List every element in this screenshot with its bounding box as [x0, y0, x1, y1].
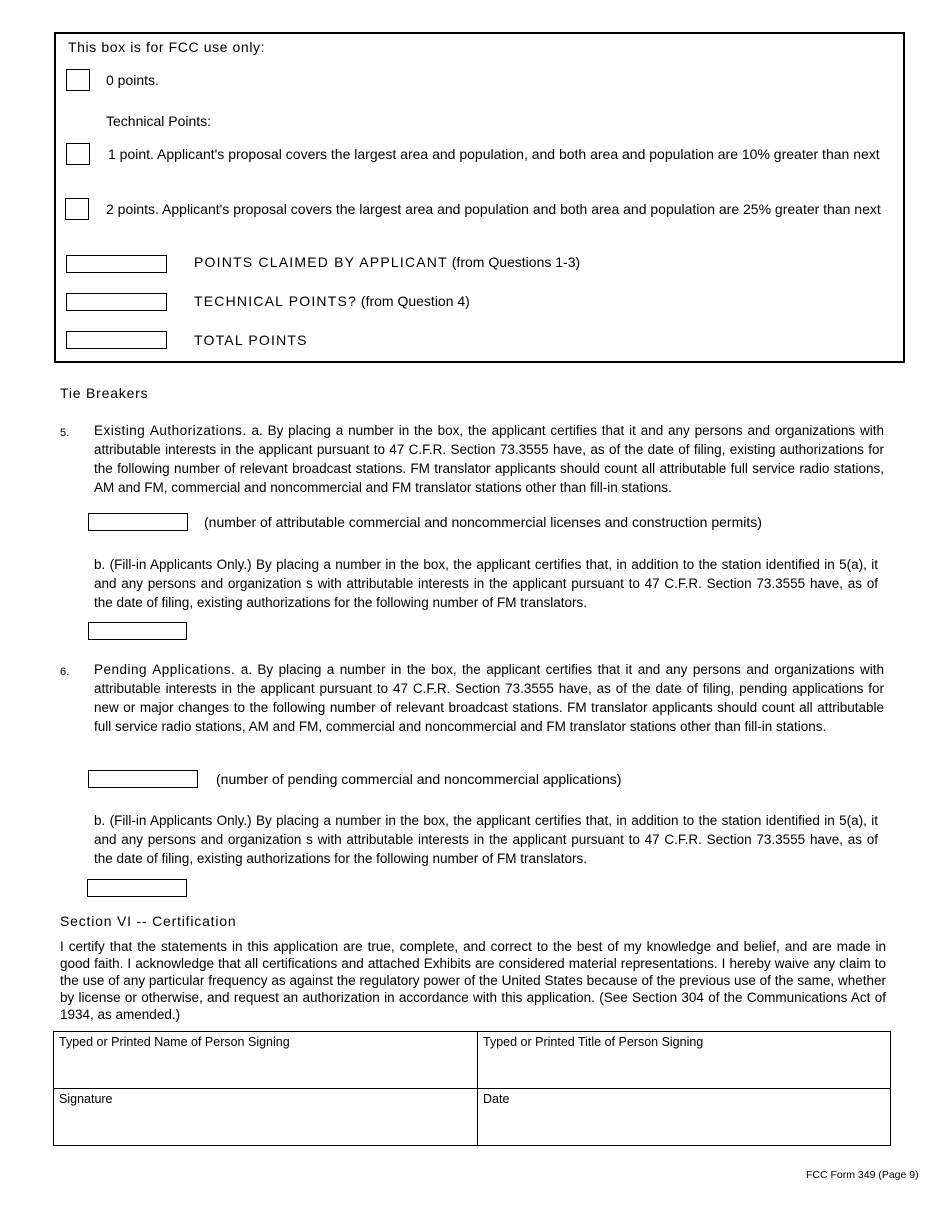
- certification-text: I certify that the statements in this application are true, complete, and correct to the best of my knowledge and belief, and are made in good faith. I acknowledge that all certifications and attached Exhibits are considered material representations. I hereby waive any claim to the use of any particular frequency as against the regulatory power of the United States because of the previous use of the same, whether by license or otherwise, and request an authorization in accordance with this application. (See Section 304 of the Communications Act of 1934, as amended.): [60, 939, 886, 1022]
- zero-points-label: 0 points.: [106, 72, 159, 88]
- total-points-field[interactable]: [66, 331, 167, 349]
- technical-points-heading: Technical Points:: [106, 113, 212, 129]
- question-5-number: 5.: [60, 427, 70, 439]
- signature-label: Signature: [59, 1092, 113, 1106]
- question-6b-text: b. (Fill-in Applicants Only.) By placing a number in the box, the applicant certifies that, in addition to the station identified in 5(a), it and any persons and organization s with attributable interests in the applicant pursuant to 47 C.F.R. Section 73.3555 have, as of the date of filing, existing authorizations for the following number of FM translators.: [94, 813, 878, 866]
- fcc-use-only-box: [54, 32, 905, 363]
- existing-authorizations-note: (number of attributable commercial and noncommercial licenses and construction permits): [204, 514, 762, 530]
- points-claimed-field[interactable]: [66, 255, 167, 273]
- one-point-label: 1 point. Applicant's proposal covers the largest area and population, and both area and population are 10% greater than next: [108, 146, 880, 162]
- printed-name-cell[interactable]: [54, 1032, 478, 1089]
- date-label: Date: [483, 1092, 510, 1106]
- signature-cell[interactable]: [54, 1089, 478, 1146]
- technical-points-note: (from Question 4): [360, 293, 470, 309]
- question-5a-text: [94, 421, 884, 497]
- question-5-title: Existing Authorizations.: [94, 423, 247, 438]
- fcc-box-title: This box is for FCC use only:: [68, 39, 266, 55]
- pending-fm-translators-field[interactable]: [87, 879, 187, 897]
- technical-points-row: [194, 293, 470, 309]
- points-claimed-label: POINTS CLAIMED BY APPLICANT: [194, 254, 448, 270]
- pending-applications-note: (number of pending commercial and noncommercial applications): [216, 771, 622, 787]
- technical-points-label: TECHNICAL POINTS?: [194, 293, 358, 309]
- tie-breakers-heading: Tie Breakers: [60, 385, 149, 401]
- points-claimed-row: [194, 254, 580, 270]
- question-5b-text: b. (Fill-in Applicants Only.) By placing a number in the box, the applicant certifies that, in addition to the station identified in 5(a), it and any persons and organization s with attributable interests in the applicant pursuant to 47 C.F.R. Section 73.3555 have, as of the date of filing, existing authorizations for the following number of FM translators.: [94, 557, 878, 610]
- zero-points-checkbox[interactable]: [66, 69, 90, 91]
- points-claimed-note: (from Questions 1-3): [451, 254, 581, 270]
- existing-fm-translators-field[interactable]: [88, 622, 187, 640]
- two-points-label: 2 points. Applicant's proposal covers the largest area and population and both area and population are 25% greater than next: [106, 201, 881, 217]
- existing-authorizations-field[interactable]: [88, 513, 188, 531]
- one-point-checkbox[interactable]: [66, 143, 90, 165]
- technical-points-field[interactable]: [66, 293, 167, 311]
- question-6a-text: [94, 660, 884, 736]
- question-6a-body: a. By placing a number in the box, the applicant certifies that it and any persons and organizations with attributable interests in the applicant pursuant to 47 C.F.R. Section 73.3555 have, as of the date of filing, pending applications for new or major changes to the following number of relevant broadcast stations. FM translator applicants should count all attributable full service radio stations, AM and FM, commercial and noncommercial and FM translator stations other than fill-in stations.: [94, 662, 884, 734]
- total-points-label: TOTAL POINTS: [194, 332, 308, 348]
- certification-heading: Section VI -- Certification: [60, 913, 237, 929]
- signature-table: [53, 1031, 891, 1146]
- printed-title-label: Typed or Printed Title of Person Signing: [483, 1035, 704, 1049]
- question-5a-body: a. By placing a number in the box, the applicant certifies that it and any persons and organizations with attributable interests in the applicant pursuant to 47 C.F.R. Section 73.3555 have, as of the date of filing, existing authorizations for the following number of relevant broadcast stations. FM translator applicants should count all attributable full service radio stations, AM and FM, commercial and noncommercial and FM translator stations other than fill-in stations.: [94, 423, 884, 495]
- pending-applications-field[interactable]: [88, 770, 198, 788]
- printed-name-label: Typed or Printed Name of Person Signing: [59, 1035, 290, 1049]
- page-footer: FCC Form 349 (Page 9): [806, 1169, 919, 1181]
- question-6-title: Pending Applications.: [94, 662, 236, 677]
- two-points-checkbox[interactable]: [65, 198, 89, 220]
- date-cell[interactable]: [478, 1089, 891, 1146]
- printed-title-cell[interactable]: [478, 1032, 891, 1089]
- question-6-number: 6.: [60, 666, 70, 678]
